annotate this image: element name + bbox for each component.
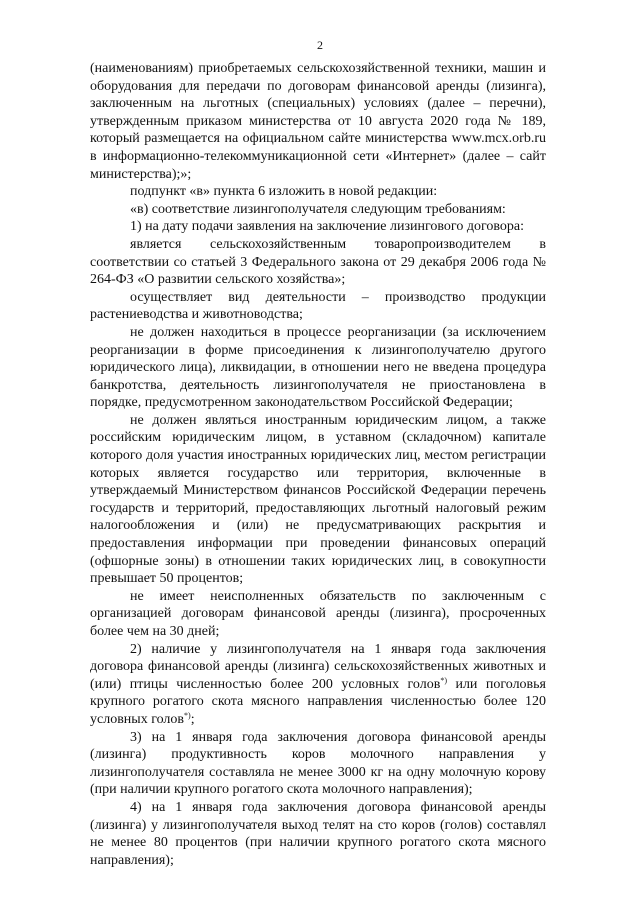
- page-number: 2: [317, 38, 323, 52]
- paragraph-8: не должен являться иностранным юридическим лицом, а также российским юридическим лицом, в уставном (складочном) капитале которого доля участия иностранных юридических лиц, местом регистрации которых является государство или территория, включенные в утверждаемый Министерством финансов Российской Федерации перечень государств и территорий, предоставляющих льготный налоговый режим налогообложения и (или) не предусматривающих раскрытия и предоставления информации при проведении финансовых операций (офшорные зоны) в отношении таких юридических лиц, в совокупности превышает 50 процентов;: [90, 412, 546, 587]
- paragraph-3: «в) соответствие лизингополучателя следующим требованиям:: [130, 201, 506, 217]
- paragraph-10: [90, 641, 546, 729]
- paragraph-10-part-c: ;: [190, 711, 195, 727]
- paragraph-7: не должен находиться в процессе реорганизации (за исключением реорганизации в форме присоединения к лизингополучателю другого юридического лица), ликвидации, в отношении него не введена процедура банкротства, деятельность лизингополучателя не приостановлена в порядке, предусмотренном законодательством Российской Федерации;: [90, 324, 546, 411]
- paragraph-10-part-b: или поголовья крупного рогатого скота мясного направления численностью более 120 условных голов: [90, 676, 546, 727]
- paragraph-2: подпункт «в» пункта 6 изложить в новой редакции:: [130, 184, 438, 200]
- paragraph-4: 1) на дату подачи заявления на заключение лизингового договора:: [130, 219, 524, 235]
- footnote-marker: *): [440, 675, 447, 685]
- paragraph-12: 4) на 1 января года заключения договора финансовой аренды (лизинга) у лизингополучателя выход телят на сто коров (голов) составлял не менее 80 процентов (при наличии крупного рогатого скота мясного направления);: [90, 799, 546, 868]
- footnote-marker: *): [184, 710, 191, 720]
- paragraph-6: осуществляет вид деятельности – производство продукции растениеводства и животноводства;: [90, 289, 546, 323]
- paragraph-11: 3) на 1 января года заключения договора финансовой аренды (лизинга) продуктивность коров молочного направления у лизингополучателя составляла не менее 3000 кг на одну молочную корову (при наличии крупного рогатого скота молочного направления);: [90, 729, 546, 798]
- paragraph-1: (наименованиям) приобретаемых сельскохозяйственной техники, машин и оборудования для передачи по договорам финансовой аренды (лизинга), заключенным на льготных (специальных) условиях (далее – перечни), утвержденным приказом министерства от 10 августа 2020 года № 189, который размещается на официальном сайте министерства www.mcx.orb.ru в информационно-телекоммуникационной сети «Интернет» (далее – сайт министерства);»;: [90, 61, 546, 182]
- paragraph-5: является сельскохозяйственным товаропроизводителем в соответствии со статьей 3 Федерального закона от 29 декабря 2006 года № 264-ФЗ «О развитии сельского хозяйства»;: [90, 236, 546, 288]
- paragraph-10-part-a: 2) наличие у лизингополучателя на 1 января года заключения договора финансовой аренды (лизинга) сельскохозяйственных животных и (или) птицы численностью более 200 условных голов: [90, 641, 546, 692]
- document-body: [90, 60, 546, 869]
- paragraph-9: не имеет неисполненных обязательств по заключенным с организацией договорам финансовой аренды (лизинга), просроченных более чем на 30 дней;: [90, 588, 546, 639]
